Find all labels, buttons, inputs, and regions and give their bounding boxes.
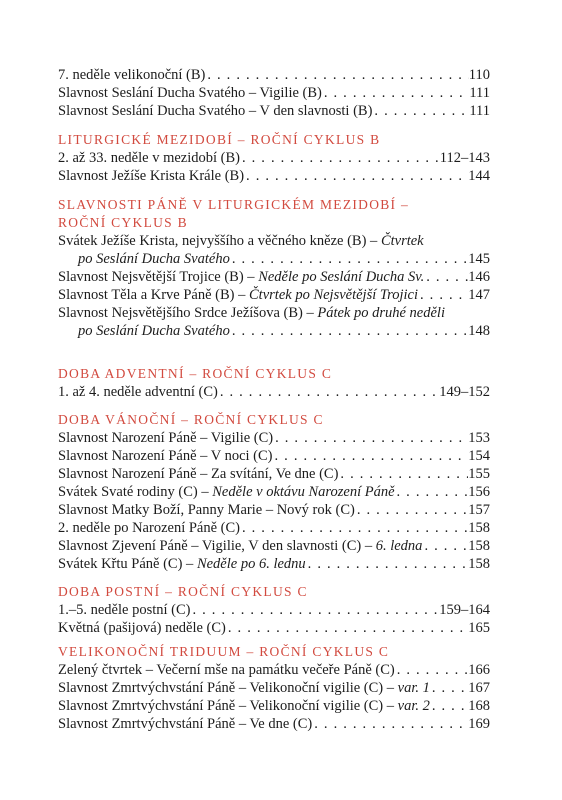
entry-title-cont: po Seslání Ducha Svatého: [78, 323, 230, 339]
toc-entry: [58, 661, 490, 679]
toc-section-ordinary-b: [58, 131, 490, 185]
toc-entry: [58, 304, 490, 322]
toc-entry: [58, 383, 490, 401]
entry-page: 154: [468, 448, 490, 464]
entry-title: 2. až 33. neděle v mezidobí (B): [58, 150, 240, 166]
entry-title: Svátek Křtu Páně (C) – Neděle po 6. lednu: [58, 556, 306, 572]
entry-page: 153: [468, 430, 490, 446]
entry-page: 144: [468, 168, 490, 184]
toc-entry: [58, 66, 490, 84]
toc-entry: [58, 601, 490, 619]
entry-title: Svátek Svaté rodiny (C) – Neděle v oktávu Narození Páně: [58, 484, 395, 500]
entry-page: 168: [468, 698, 490, 714]
toc-section-advent-c: [58, 365, 490, 401]
toc-entry: [58, 483, 490, 501]
entry-page: 112–143: [439, 150, 490, 166]
entry-title: 2. neděle po Narození Páně (C): [58, 520, 240, 536]
section-heading: LITURGICKÉ MEZIDOBÍ – ROČNÍ CYKLUS B: [58, 132, 381, 147]
toc-entry: [58, 286, 490, 304]
entry-page: 156: [468, 484, 490, 500]
entry-title: 1. až 4. neděle adventní (C): [58, 384, 218, 400]
entry-page: 167: [468, 680, 490, 696]
entry-title: Slavnost Ježíše Krista Krále (B): [58, 168, 245, 184]
entry-title: Slavnost Nejsvětější Trojice (B) – Neděle po Seslání Ducha Sv.: [58, 269, 425, 285]
toc-section-solemnities-b: [58, 196, 490, 340]
toc-entry: [58, 619, 490, 637]
entry-title: Zelený čtvrtek – Večerní mše na památku večeře Páně (C): [58, 662, 395, 678]
entry-page: 111: [469, 103, 490, 119]
entry-title: Slavnost Narození Páně – V noci (C): [58, 448, 273, 464]
entry-page: 159–164: [439, 602, 490, 618]
entry-title: Slavnost Zjevení Páně – Vigilie, V den slavnosti (C) – 6. ledna: [58, 538, 423, 554]
toc-entry: [58, 429, 490, 447]
toc-entry: [58, 555, 490, 573]
toc-section-lent-c: [58, 583, 490, 637]
entry-title: Slavnost Seslání Ducha Svatého – V den slavnosti (B): [58, 103, 373, 119]
entry-title: Slavnost Zmrtvýchvstání Páně – Velikonoční vigilie (C) – var. 1: [58, 680, 430, 696]
toc-entry: [58, 715, 490, 733]
entry-title: Slavnost Nejsvětějšího Srdce Ježíšova (B) – Pátek po druhé neděli: [58, 305, 445, 321]
toc-entry-continuation: [58, 250, 490, 268]
entry-page: 165: [468, 620, 490, 636]
entry-page: 158: [468, 520, 490, 536]
entry-title: Slavnost Zmrtvýchvstání Páně – Ve dne (C): [58, 716, 313, 732]
entry-title: Slavnost Těla a Krve Páně (B) – Čtvrtek po Nejsvětější Trojici: [58, 287, 419, 303]
entry-title: Slavnost Seslání Ducha Svatého – Vigilie (B): [58, 85, 322, 101]
toc-entry: [58, 519, 490, 537]
entry-title: 1.–5. neděle postní (C): [58, 602, 191, 618]
toc-entry: [58, 697, 490, 715]
section-heading: DOBA POSTNÍ – ROČNÍ CYKLUS C: [58, 584, 308, 599]
toc-entry: [58, 149, 490, 167]
toc-section-christmas-c: [58, 411, 490, 573]
toc-section-triduum-c: [58, 643, 490, 733]
toc-entry: [58, 84, 490, 102]
toc-entry: [58, 679, 490, 697]
entry-page: 145: [468, 251, 490, 267]
toc-entry: [58, 537, 490, 555]
entry-page: 110: [468, 67, 490, 83]
entry-title: 7. neděle velikonoční (B): [58, 67, 206, 83]
entry-title: Květná (pašijová) neděle (C): [58, 620, 226, 636]
entry-page: 169: [468, 716, 490, 732]
entry-page: 146: [468, 269, 490, 285]
entry-title: Slavnost Narození Páně – Za svítání, Ve dne (C): [58, 466, 339, 482]
toc-entry: [58, 167, 490, 185]
entry-title: Slavnost Narození Páně – Vigilie (C): [58, 430, 274, 446]
toc-entry: [58, 232, 490, 250]
section-heading: SLAVNOSTI PÁNĚ V LITURGICKÉM MEZIDOBÍ –: [58, 197, 410, 212]
entry-page: 166: [468, 662, 490, 678]
section-heading: DOBA ADVENTNÍ – ROČNÍ CYKLUS C: [58, 366, 333, 381]
section-heading-line2: ROČNÍ CYKLUS B: [58, 215, 188, 230]
toc-entry-continuation: [58, 322, 490, 340]
entry-page: 148: [468, 323, 490, 339]
entry-page: 155: [468, 466, 490, 482]
entry-title: Slavnost Matky Boží, Panny Marie – Nový rok (C): [58, 502, 355, 518]
entry-title: Slavnost Zmrtvýchvstání Páně – Velikonoční vigilie (C) – var. 2: [58, 698, 430, 714]
entry-page: 147: [468, 287, 490, 303]
toc-entry: [58, 501, 490, 519]
toc-entry: [58, 465, 490, 483]
entry-page: 157: [468, 502, 490, 518]
entry-page: 158: [468, 556, 490, 572]
entry-page: 158: [468, 538, 490, 554]
entry-title: Svátek Ježíše Krista, nejvyššího a věčného kněze (B) – Čtvrtek: [58, 233, 424, 249]
section-heading: VELIKONOČNÍ TRIDUUM – ROČNÍ CYKLUS C: [58, 644, 390, 659]
section-heading: DOBA VÁNOČNÍ – ROČNÍ CYKLUS C: [58, 412, 324, 427]
toc-entry: [58, 447, 490, 465]
entry-page: 111: [469, 85, 490, 101]
entry-page: 149–152: [439, 384, 490, 400]
toc-entry: [58, 102, 490, 120]
toc-entry: [58, 268, 490, 286]
toc-section-easter: [58, 66, 490, 120]
entry-title-cont: po Seslání Ducha Svatého: [78, 251, 230, 267]
